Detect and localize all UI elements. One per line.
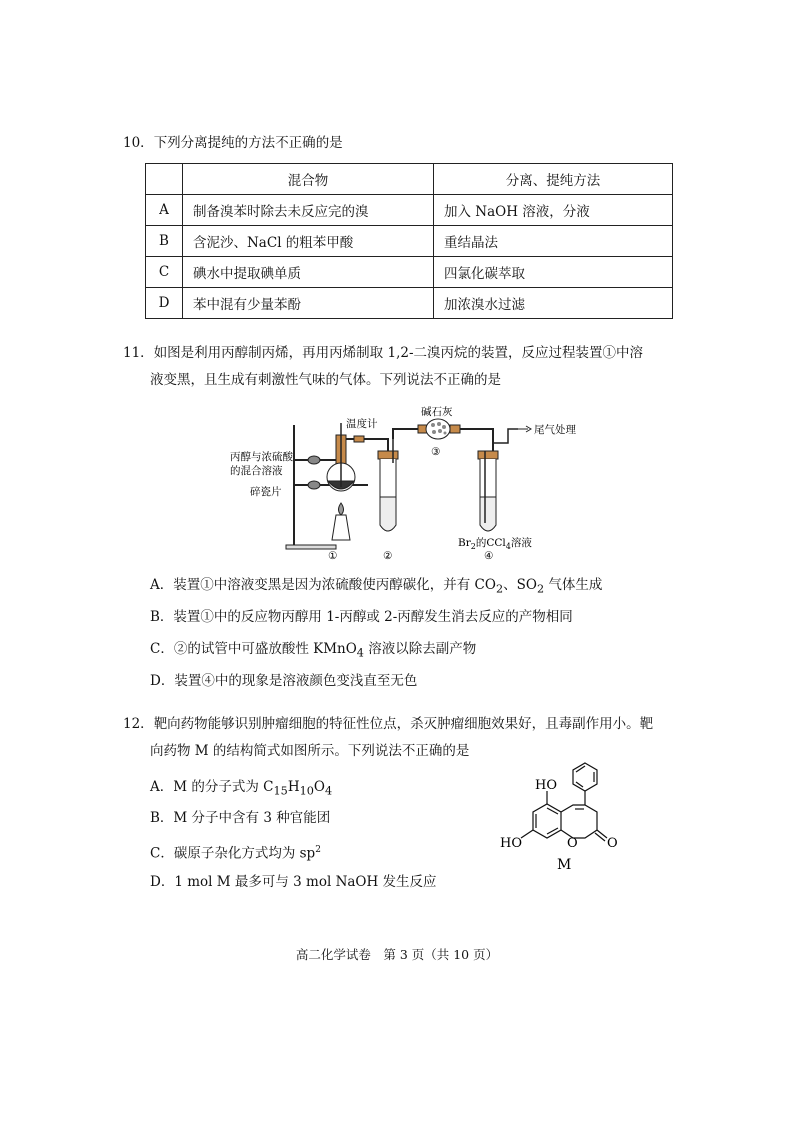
superscript: 2	[315, 845, 321, 855]
drying-tube	[426, 419, 450, 439]
q10-stem-suffix: 的是	[315, 135, 343, 151]
label-n4: ④	[484, 550, 494, 562]
table-header-cell: 分离、提纯方法	[434, 164, 673, 195]
molecule-m-structure	[495, 755, 635, 875]
table-header-cell: 混合物	[183, 164, 434, 195]
q12-stem-suffix: 的是	[442, 743, 470, 759]
q11-stem-text: 如图是利用丙醇制丙烯，再用丙烯制取 1,2-二溴丙烷的装置，反应过程装置①中溶	[153, 345, 644, 361]
table-cell: 加浓溴水过滤	[434, 288, 673, 319]
label-n2: ②	[383, 550, 393, 562]
q12-number: 12．	[123, 716, 154, 732]
q12-stem-text: 靶向药物能够识别肿瘤细胞的特征性位点，杀灭肿瘤细胞效果好，且毒副作用小。靶	[153, 716, 654, 732]
label-molecule-name: M	[557, 857, 572, 873]
table-cell: 重结晶法	[434, 226, 673, 257]
label-carbonyl-oxygen: O	[607, 836, 618, 851]
q11-stem-line1	[123, 343, 643, 363]
label-ho-left: HO	[500, 836, 522, 851]
page-footer: 高二化学试卷 第 3 页（共 10 页）	[295, 947, 499, 962]
pyranone-ring	[561, 805, 597, 838]
subscript: 15	[273, 784, 288, 798]
apparatus-diagram	[228, 405, 588, 565]
subscript: 2	[495, 582, 504, 596]
tail-gas-tube	[493, 429, 518, 451]
q11-option-b: B．装置①中的反应物丙醇用 1-丙醇或 2-丙醇发生消去反应的产物相同	[150, 609, 573, 625]
oh-bond	[521, 830, 533, 838]
q11-option-c	[150, 639, 476, 664]
rubber-joint	[354, 436, 364, 442]
q12-stem-line2	[150, 741, 469, 761]
alcohol-lamp	[332, 515, 350, 540]
q12-stem-prefix: 向药物 M 的结构简式如图所示。下列说法	[150, 743, 402, 759]
test-tube-4-liquid	[480, 497, 496, 531]
label-mixture-1: 丙醇与浓硫酸	[230, 451, 293, 463]
table-cell: 制备溴苯时除去未反应完的溴	[183, 195, 434, 226]
option-text: 、SO	[503, 577, 537, 593]
subscript: 10	[299, 784, 314, 798]
table-cell: 四氯化碳萃取	[434, 257, 673, 288]
carbonyl-bond	[595, 833, 605, 841]
subscript: 2	[536, 582, 545, 596]
option-text: O	[313, 779, 325, 795]
table-cell: 碘水中提取碘单质	[183, 257, 434, 288]
option-text: 溶液以除去副产物	[363, 641, 477, 657]
table-row	[146, 257, 673, 288]
q11-number: 11．	[123, 345, 154, 361]
option-text: A．装置①中溶液变黑是因为浓硫酸使丙醇碳化，并有 CO	[150, 577, 496, 593]
table-cell: D	[146, 288, 183, 319]
table-cell: A	[146, 195, 183, 226]
q11-option-a	[150, 575, 602, 600]
table-row	[146, 195, 673, 226]
label-tail-gas: 尾气处理	[534, 424, 576, 436]
q10-stem-prefix: 下列分离提纯的方法	[153, 135, 276, 151]
q10-stem-emphasis: 不正确	[275, 135, 316, 154]
label-mixture-2: 的混合溶液	[230, 465, 283, 477]
q11-option-d: D．装置④中的现象是溶液颜色变浅直至无色	[150, 673, 418, 689]
stopper	[378, 451, 398, 459]
stand-base	[286, 545, 336, 549]
table-cell: C	[146, 257, 183, 288]
q11-stem-line2	[150, 370, 501, 390]
subscript: 4	[325, 784, 333, 798]
q11-stem-emphasis: 不正确	[434, 372, 475, 391]
test-tube-2-liquid	[380, 497, 396, 531]
q12-option-d: D．1 mol M 最多可与 3 mol NaOH 发生反应	[150, 874, 437, 890]
rubber-joint	[450, 425, 460, 433]
q12-option-a	[150, 777, 332, 802]
connecting-tube	[346, 439, 388, 451]
table-header-cell	[146, 164, 183, 195]
benzene-ring	[533, 804, 561, 838]
table-cell: 苯中混有少量苯酚	[183, 288, 434, 319]
option-text: C．②的试管中可盛放酸性 KMnO	[150, 641, 357, 657]
q10-number: 10．	[123, 135, 154, 151]
q10-stem	[123, 133, 343, 153]
option-text: C．碳原子杂化方式均为 sp	[150, 845, 316, 862]
option-text: A．M 的分子式为 C	[150, 779, 274, 795]
clamp-knob	[308, 481, 320, 489]
table-row	[146, 288, 673, 319]
q11-stem-prefix: 液变黑，且生成有刺激性气味的气体。下列说法	[150, 372, 434, 388]
label-ring-oxygen: O	[567, 836, 578, 851]
stopper	[478, 451, 498, 459]
label-thermometer: 温度计	[346, 418, 378, 430]
q12-option-c	[150, 840, 321, 864]
option-text: H	[287, 779, 300, 795]
table-cell: B	[146, 226, 183, 257]
flame	[339, 503, 344, 515]
clamp-knob	[308, 456, 320, 464]
q12-option-b: B．M 分子中含有 3 种官能团	[150, 810, 331, 826]
label-ho-top: HO	[535, 778, 557, 793]
option-text: 气体生成	[544, 577, 603, 593]
label-porcelain: 碎瓷片	[250, 486, 282, 498]
subscript: 4	[356, 646, 364, 660]
label-soda-lime: 碱石灰	[421, 406, 453, 418]
q12-stem-line1	[123, 714, 653, 734]
label-n1: ①	[328, 550, 338, 562]
table-header-row	[146, 164, 673, 195]
label-br2-solution: $Br_2$的CCl$_4$溶液	[458, 537, 532, 551]
carbonyl-bond	[597, 830, 607, 838]
table-cell: 含泥沙、NaCl 的粗苯甲酸	[183, 226, 434, 257]
q10-table	[145, 163, 673, 319]
label-n3: ③	[431, 446, 441, 458]
connecting-tube	[393, 429, 418, 439]
connecting-tube	[460, 429, 493, 451]
table-row	[146, 226, 673, 257]
q12-stem-emphasis: 不正确	[402, 743, 443, 762]
q11-stem-suffix: 的是	[474, 372, 501, 388]
table-cell: 加入 NaOH 溶液，分液	[434, 195, 673, 226]
